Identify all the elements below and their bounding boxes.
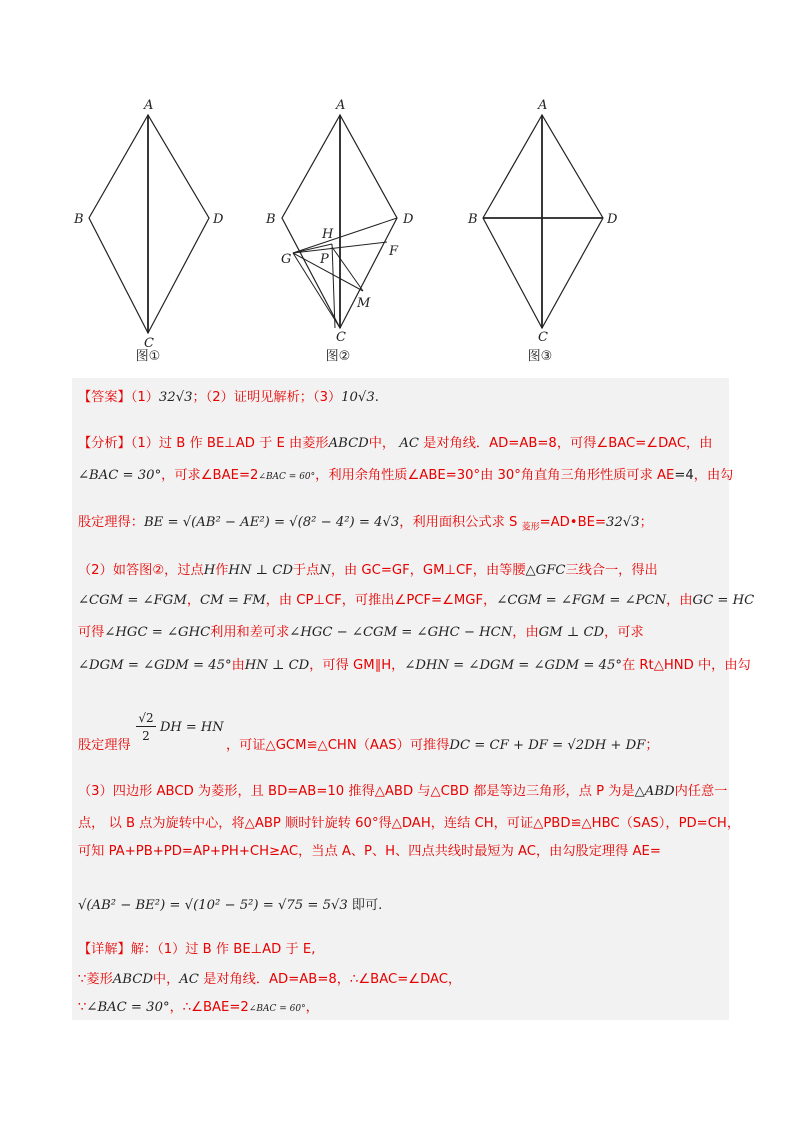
math: ∠BAC = 30° <box>86 1000 170 1015</box>
rhombus-diagram-3 <box>466 95 626 345</box>
rhombus-diagram-1 <box>72 95 232 351</box>
rhombus-diagram-2 <box>262 95 422 345</box>
math: ∠HGC − ∠CGM = ∠GHC − HCN <box>289 625 513 640</box>
analysis-line-9 <box>78 782 728 802</box>
analysis-text: 即可. <box>351 898 383 913</box>
math: ∠BAC = 30° <box>78 468 162 483</box>
label-d: D <box>403 212 414 227</box>
label-a: A <box>336 98 346 113</box>
detail-line-3 <box>78 998 725 1019</box>
analysis-text: 中， <box>368 436 396 451</box>
math: GM ⊥ CD <box>538 625 605 640</box>
math: ∠DGM = ∠GDM = 45° <box>78 658 232 673</box>
analysis-text: ，由 <box>666 593 693 608</box>
analysis-tag: 【分析】 <box>78 436 131 451</box>
math: GC = HC <box>692 593 755 608</box>
analysis-text: ，可得 GM∥H， <box>309 658 405 673</box>
analysis-text: ； <box>645 738 659 753</box>
analysis-text: 利用和差可求 <box>210 625 290 640</box>
math: ∠BAC = 60° <box>258 472 316 482</box>
math: ∠BAC = 60° <box>248 1004 306 1014</box>
analysis-text: 作 <box>215 563 229 578</box>
answer-p2: ；（2）证明见解析；（3） <box>192 390 342 405</box>
label-b: B <box>74 212 84 227</box>
detail-text: 是对角线．AD=AB=8，∴∠BAC=∠DAC， <box>203 972 462 987</box>
analysis-text: 由 <box>231 658 245 673</box>
answer-p1: （1） <box>130 390 159 405</box>
label-c: C <box>538 330 548 345</box>
math: HN ⊥ CD <box>244 658 310 673</box>
math: ∠DHN = ∠DGM = ∠GDM = 45° <box>404 658 622 673</box>
math: ∠HGC = ∠GHC <box>104 625 211 640</box>
subscript: 菱形 <box>521 522 540 533</box>
figure-1-caption: 图① <box>135 349 161 364</box>
analysis-line-5 <box>78 591 755 611</box>
math: H <box>203 563 216 578</box>
math: DH = HN <box>160 720 224 735</box>
detail-text: 解：（1）过 B 作 BE⊥AD 于 E, <box>130 942 316 957</box>
answer-line <box>78 388 725 408</box>
analysis-text: 三线合一，得出 <box>565 563 658 578</box>
analysis-text: ，由 <box>512 625 539 640</box>
label-g: G <box>281 252 292 267</box>
analysis-text: 在 Rt△HND 中，由勾 <box>621 658 751 673</box>
label-c: C <box>336 330 346 345</box>
solution-block <box>72 378 755 1020</box>
analysis-text: ，可证△GCM≌△CHN（AAS）可推得 <box>226 738 450 753</box>
analysis-text: 股定理得： <box>78 515 144 530</box>
math: HN ⊥ CD <box>228 563 293 578</box>
analysis-text: 可得 <box>78 625 105 640</box>
answer-value-1: 32√3 <box>158 390 193 405</box>
analysis-text: 是对角线．AD=AB=8，可得∠BAC=∠DAC，由 <box>423 436 713 451</box>
label-a: A <box>538 98 548 113</box>
detail-text: ∵菱形 <box>78 972 113 987</box>
analysis-line-6 <box>78 623 725 643</box>
detail-text: ， <box>305 1000 319 1015</box>
detail-text: ，∴∠BAE=2 <box>169 1000 249 1015</box>
rhombus-outline <box>89 115 209 333</box>
analysis-text: ，由 GC=GF，GM⊥CF，由等腰 <box>330 563 526 578</box>
analysis-text: ，可求∠BAE=2 <box>161 468 259 483</box>
analysis-line-2 <box>78 466 734 487</box>
label-b: B <box>468 212 478 227</box>
math: AC <box>399 436 419 451</box>
math: DC = CF + DF = √2DH + DF <box>449 738 646 753</box>
math: △ABD <box>634 784 675 799</box>
label-d: D <box>607 212 618 227</box>
math: ABCD <box>112 972 153 987</box>
label-h: H <box>322 227 334 242</box>
label-f: F <box>389 244 399 259</box>
analysis-text: =AD•BE= <box>539 515 607 530</box>
math: AC <box>179 972 199 987</box>
math: CM = FM <box>200 593 266 608</box>
label-m: M <box>357 296 371 311</box>
analysis-text: 股定理得 <box>78 738 131 753</box>
label-d: D <box>213 212 224 227</box>
analysis-text: （2）如答图②，过点 <box>78 563 204 578</box>
label-p: P <box>320 252 329 267</box>
math: ABCD <box>328 436 369 451</box>
analysis-text: （1）过 B 作 BE⊥AD 于 E 由菱形 <box>130 436 329 451</box>
fraction-denominator: 2 <box>142 729 150 743</box>
analysis-text: （3）四边形 ABCD 为菱形，且 BD=AB=10 推得△ABD 与△CBD 都是等边三角形，点 P 为是 <box>78 784 635 799</box>
figure-2 <box>262 95 422 364</box>
math: △GFC <box>525 563 566 578</box>
analysis-text: ， <box>186 593 201 608</box>
analysis-text: ，由 CP⊥CF，可推出∠PCF=∠MGF， <box>265 593 497 608</box>
label-a: A <box>144 98 154 113</box>
analysis-text: 点， 以 B 点为旋转中心，将△ABP 顺时针旋转 60°得△DAH，连结 CH，可证△PBD≌△HBC（SAS），PD=CH， <box>78 816 741 831</box>
analysis-text: ，利用面积公式求 S <box>399 515 518 530</box>
analysis-text: ； <box>639 515 653 530</box>
detail-text: ∵ <box>78 1000 87 1015</box>
detail-line-2 <box>78 970 725 990</box>
analysis-text: ，可求 <box>604 625 644 640</box>
analysis-line-12 <box>78 896 725 916</box>
analysis-line-11 <box>78 842 725 862</box>
math: BE = √(AB² − AE²) = √(8² − 4²) = 4√3 <box>143 515 400 530</box>
figure-1 <box>72 95 232 364</box>
analysis-text: 可知 PA+PB+PD=AP+PH+CH≥AC，当点 A、P、H、四点共线时最短为 AC，由勾股定理得 AE= <box>78 844 661 859</box>
detail-tag: 【详解】 <box>78 942 131 957</box>
figure-2-caption: 图② <box>325 349 351 364</box>
figure-3 <box>466 95 626 364</box>
math: ∠CGM = ∠FGM <box>78 593 187 608</box>
analysis-text: 内任意一 <box>674 784 728 799</box>
math: ∠CGM = ∠FGM = ∠PCN <box>496 593 667 608</box>
analysis-line-7 <box>78 656 751 676</box>
analysis-text: 于点 <box>292 563 320 578</box>
label-b: B <box>266 212 276 227</box>
answer-value-2: 10√3 <box>341 390 375 405</box>
fraction-numerator: √2 <box>136 710 156 727</box>
segment-pm <box>332 247 363 291</box>
analysis-line-8 <box>78 710 728 754</box>
analysis-line-1 <box>78 434 725 454</box>
analysis-text: ，由勾 <box>693 468 734 483</box>
answer-tag: 【答案】 <box>78 390 131 405</box>
label-c: C <box>144 336 154 351</box>
analysis-line-10 <box>78 814 741 834</box>
analysis-line-8-rest <box>226 734 659 753</box>
analysis-line-4 <box>78 561 725 581</box>
math: √(AB² − BE²) = √(10² − 5²) = √75 = 5√3 <box>78 898 348 913</box>
figure-3-caption: 图③ <box>527 349 553 364</box>
detail-line-1 <box>78 940 725 960</box>
math: N <box>319 563 331 578</box>
detail-text: 中， <box>152 972 180 987</box>
analysis-line-3 <box>78 513 725 538</box>
math: =4 <box>674 468 694 483</box>
rhombus-outline <box>483 115 603 328</box>
math: 32√3 <box>606 515 640 530</box>
answer-end: . <box>374 390 379 405</box>
analysis-text: ，利用余角性质∠ABE=30°由 30°角直角三角形性质可求 AE <box>315 468 675 483</box>
